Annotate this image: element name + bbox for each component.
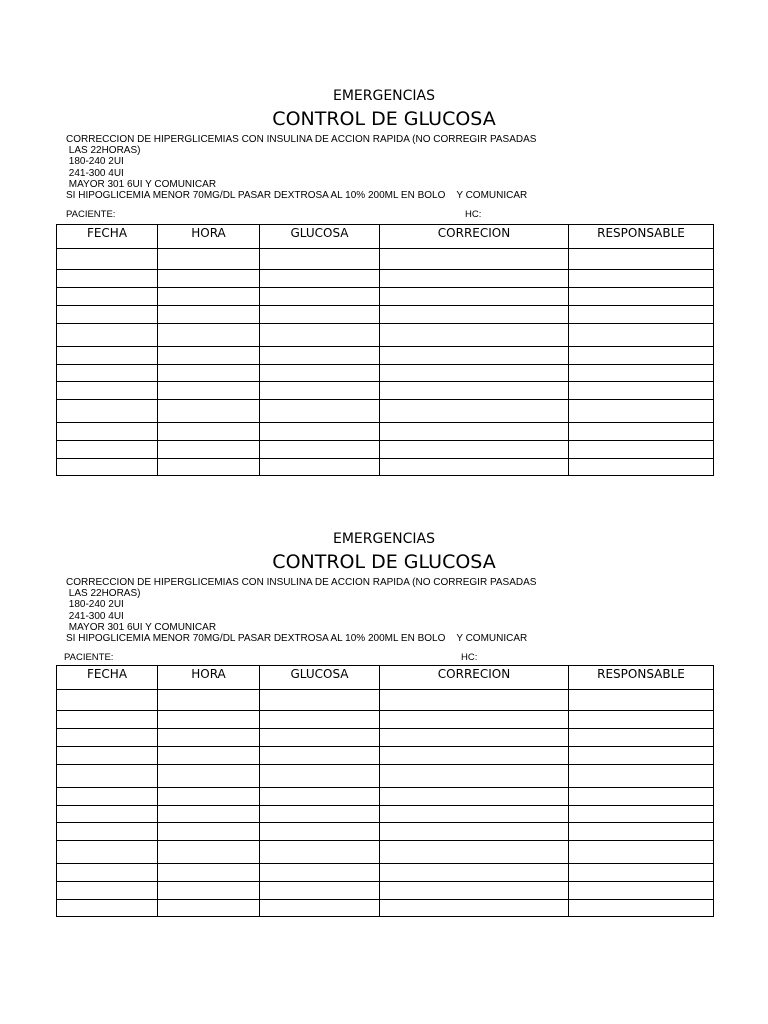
patient-label: PACIENTE:	[64, 652, 114, 664]
department-heading: EMERGENCIAS	[332, 531, 436, 547]
table-cell	[569, 306, 714, 324]
table-row	[57, 765, 714, 788]
table-cell	[260, 365, 380, 382]
table-row	[57, 347, 714, 365]
column-header-responsable: RESPONSABLE	[569, 666, 714, 690]
table-cell	[569, 900, 714, 917]
table-cell	[569, 765, 714, 788]
table-cell	[158, 459, 260, 476]
table-cell	[158, 765, 260, 788]
table-cell	[260, 823, 380, 841]
table-cell	[569, 806, 714, 823]
table-cell	[158, 347, 260, 365]
table-cell	[260, 459, 380, 476]
table-cell	[569, 270, 714, 288]
form-title: CONTROL DE GLUCOSA	[272, 551, 496, 573]
table-cell	[569, 841, 714, 864]
table-cell	[380, 882, 569, 900]
table-row	[57, 823, 714, 841]
patient-info-labels	[0, 209, 768, 221]
table-cell	[158, 365, 260, 382]
table-body	[57, 690, 714, 917]
table-cell	[158, 747, 260, 765]
table-cell	[569, 747, 714, 765]
table-cell	[569, 347, 714, 365]
table-row	[57, 365, 714, 382]
table-row	[57, 423, 714, 441]
table-cell	[380, 864, 569, 882]
table-row	[57, 711, 714, 729]
table-cell	[57, 900, 158, 917]
table-cell	[380, 747, 569, 765]
column-header-glucosa: GLUCOSA	[260, 225, 380, 249]
table-cell	[569, 729, 714, 747]
table-cell	[380, 423, 569, 441]
table-row	[57, 288, 714, 306]
column-header-glucosa: GLUCOSA	[260, 666, 380, 690]
instruction-line: SI HIPOGLICEMIA MENOR 70MG/DL PASAR DEXTROSA AL 10% 200ML EN BOLO Y COMUNICAR	[66, 633, 528, 645]
instruction-line: SI HIPOGLICEMIA MENOR 70MG/DL PASAR DEXTROSA AL 10% 200ML EN BOLO Y COMUNICAR	[66, 190, 528, 202]
table-cell	[380, 382, 569, 400]
table-cell	[57, 729, 158, 747]
table-cell	[260, 347, 380, 365]
table-cell	[380, 841, 569, 864]
table-cell	[569, 441, 714, 459]
table-cell	[57, 288, 158, 306]
table-row	[57, 441, 714, 459]
instruction-line: CORRECCION DE HIPERGLICEMIAS CON INSULINA DE ACCION RAPIDA (NO CORREGIR PASADAS	[66, 134, 537, 145]
glucose-table	[56, 665, 714, 917]
table-cell	[260, 324, 380, 347]
table-cell	[57, 864, 158, 882]
table-row	[57, 306, 714, 324]
table-cell	[260, 841, 380, 864]
column-header-hora: HORA	[158, 666, 260, 690]
hc-label: HC:	[461, 652, 478, 664]
table-row	[57, 324, 714, 347]
table-cell	[158, 270, 260, 288]
form-title: CONTROL DE GLUCOSA	[272, 108, 496, 130]
instruction-line: 241-300 4UI	[66, 610, 124, 622]
table-cell	[380, 400, 569, 423]
table-row	[57, 382, 714, 400]
table-cell	[569, 400, 714, 423]
glucose-form-1	[0, 86, 768, 240]
table-cell	[260, 441, 380, 459]
table-cell	[57, 400, 158, 423]
instruction-line: MAYOR 301 6UI Y COMUNICAR	[66, 621, 217, 633]
table-cell	[260, 864, 380, 882]
table-cell	[380, 306, 569, 324]
column-header-fecha: FECHA	[57, 225, 158, 249]
table-cell	[57, 747, 158, 765]
table-row	[57, 690, 714, 711]
table-cell	[57, 441, 158, 459]
table-row	[57, 747, 714, 765]
table-cell	[57, 690, 158, 711]
table-cell	[380, 365, 569, 382]
table-cell	[569, 864, 714, 882]
table-cell	[380, 347, 569, 365]
glucose-table	[56, 224, 714, 476]
instruction-line: LAS 22HORAS)	[66, 588, 141, 600]
table-cell	[380, 806, 569, 823]
table-cell	[380, 288, 569, 306]
table-row	[57, 400, 714, 423]
table-body	[57, 249, 714, 476]
table-row	[57, 882, 714, 900]
table-cell	[380, 270, 569, 288]
table-cell	[380, 729, 569, 747]
table-cell	[57, 765, 158, 788]
table-header-row	[57, 225, 714, 249]
table-cell	[260, 400, 380, 423]
table-cell	[158, 788, 260, 806]
table-cell	[380, 765, 569, 788]
table-row	[57, 249, 714, 270]
instruction-line: MAYOR 301 6UI Y COMUNICAR	[66, 178, 217, 190]
table-cell	[569, 324, 714, 347]
table-cell	[57, 324, 158, 347]
instruction-line: 241-300 4UI	[66, 167, 124, 179]
table-row	[57, 900, 714, 917]
table-cell	[57, 382, 158, 400]
table-cell	[260, 806, 380, 823]
table-cell	[158, 729, 260, 747]
table-cell	[380, 324, 569, 347]
table-cell	[260, 729, 380, 747]
table-cell	[260, 690, 380, 711]
table-cell	[57, 841, 158, 864]
instruction-line: LAS 22HORAS)	[66, 145, 141, 157]
table-cell	[380, 459, 569, 476]
table-row	[57, 864, 714, 882]
table-cell	[158, 882, 260, 900]
table-cell	[380, 900, 569, 917]
table-cell	[569, 423, 714, 441]
column-header-correcion: CORRECION	[380, 666, 569, 690]
table-cell	[158, 382, 260, 400]
table-cell	[158, 249, 260, 270]
table-cell	[158, 690, 260, 711]
table-cell	[260, 747, 380, 765]
table-cell	[158, 823, 260, 841]
table-cell	[260, 423, 380, 441]
table-cell	[57, 823, 158, 841]
table-cell	[260, 288, 380, 306]
patient-label: PACIENTE:	[66, 209, 116, 221]
instruction-line: 180-240 2UI	[66, 156, 124, 168]
table-cell	[569, 788, 714, 806]
column-header-responsable: RESPONSABLE	[569, 225, 714, 249]
table-cell	[380, 249, 569, 270]
table-cell	[260, 382, 380, 400]
table-row	[57, 788, 714, 806]
table-cell	[569, 459, 714, 476]
glucose-form-2	[0, 529, 768, 681]
table-cell	[380, 441, 569, 459]
table-cell	[158, 841, 260, 864]
table-cell	[57, 711, 158, 729]
table-cell	[569, 382, 714, 400]
table-cell	[569, 690, 714, 711]
hc-label: HC:	[465, 209, 482, 221]
instructions	[66, 134, 716, 201]
table-cell	[57, 365, 158, 382]
table-cell	[380, 690, 569, 711]
table-cell	[57, 806, 158, 823]
table-cell	[380, 711, 569, 729]
table-header-row	[57, 666, 714, 690]
table-cell	[158, 423, 260, 441]
table-row	[57, 841, 714, 864]
table-cell	[569, 365, 714, 382]
table-cell	[158, 288, 260, 306]
table-row	[57, 270, 714, 288]
table-cell	[260, 249, 380, 270]
table-cell	[260, 765, 380, 788]
instruction-line: 180-240 2UI	[66, 599, 124, 611]
department-heading: EMERGENCIAS	[332, 88, 436, 104]
table-cell	[57, 347, 158, 365]
table-cell	[569, 249, 714, 270]
table-cell	[569, 288, 714, 306]
table-cell	[569, 823, 714, 841]
table-cell	[57, 423, 158, 441]
table-cell	[57, 882, 158, 900]
table-cell	[57, 249, 158, 270]
column-header-fecha: FECHA	[57, 666, 158, 690]
table-cell	[158, 324, 260, 347]
table-cell	[380, 788, 569, 806]
table-cell	[158, 400, 260, 423]
table-cell	[260, 788, 380, 806]
table-row	[57, 806, 714, 823]
column-header-correcion: CORRECION	[380, 225, 569, 249]
table-cell	[260, 711, 380, 729]
table-cell	[260, 882, 380, 900]
table-cell	[57, 459, 158, 476]
table-cell	[158, 864, 260, 882]
table-row	[57, 459, 714, 476]
table-cell	[158, 711, 260, 729]
table-cell	[260, 900, 380, 917]
table-cell	[57, 270, 158, 288]
table-cell	[158, 441, 260, 459]
table-cell	[57, 788, 158, 806]
instruction-line: CORRECCION DE HIPERGLICEMIAS CON INSULINA DE ACCION RAPIDA (NO CORREGIR PASADAS	[66, 577, 537, 588]
table-cell	[569, 882, 714, 900]
table-cell	[380, 823, 569, 841]
table-cell	[260, 306, 380, 324]
instructions	[66, 577, 716, 644]
table-cell	[158, 806, 260, 823]
table-cell	[260, 270, 380, 288]
table-cell	[57, 306, 158, 324]
table-cell	[158, 900, 260, 917]
table-cell	[569, 711, 714, 729]
table-cell	[158, 306, 260, 324]
column-header-hora: HORA	[158, 225, 260, 249]
patient-info-labels	[0, 652, 768, 664]
table-row	[57, 729, 714, 747]
